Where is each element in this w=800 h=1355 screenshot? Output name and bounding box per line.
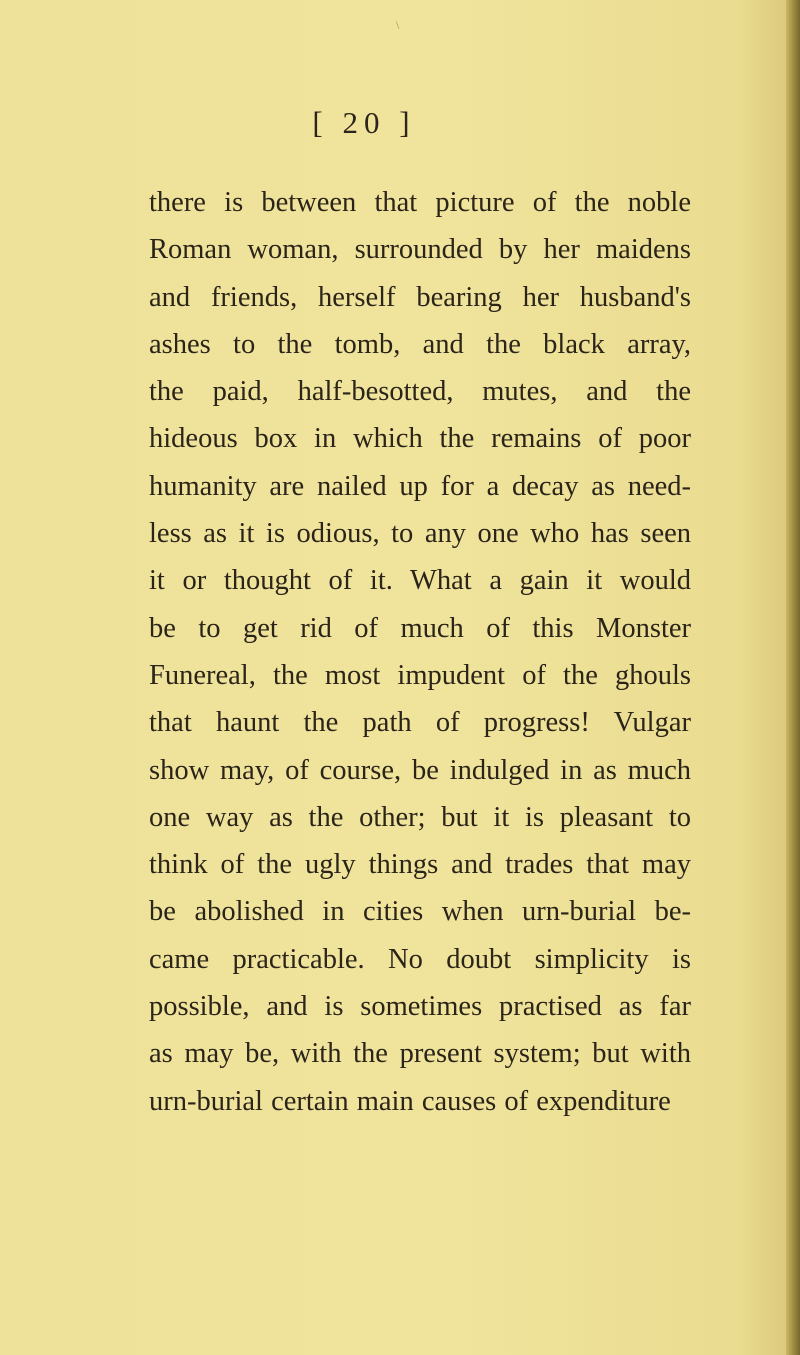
page-mark: \	[396, 18, 400, 32]
text-line: that haunt the path of progress! Vulgar	[149, 707, 691, 739]
text-line: came practicable. No doubt simplicity is	[149, 943, 691, 975]
text-line: ashes to the tomb, and the black array,	[149, 328, 691, 360]
text-line: be abolished in cities when urn-burial be-	[149, 896, 691, 928]
text-line: think of the ugly things and trades that may	[149, 849, 691, 881]
text-line: hideous box in which the remains of poor	[149, 423, 691, 455]
text-line: humanity are nailed up for a decay as need-	[149, 470, 691, 502]
text-line: less as it is odious, to any one who has seen	[149, 518, 691, 550]
text-line: urn-burial certain main causes of expenditure	[149, 1085, 671, 1117]
text-line: possible, and is sometimes practised as far	[149, 991, 691, 1023]
text-line: as may be, with the present system; but with	[149, 1038, 691, 1070]
text-line: one way as the other; but it is pleasant to	[149, 801, 691, 833]
page-number	[0, 105, 800, 141]
page-edge-shadow	[786, 0, 800, 1355]
text-line: be to get rid of much of this Monster	[149, 612, 691, 644]
body-text	[149, 179, 691, 1125]
text-line: show may, of course, be indulged in as much	[149, 754, 691, 786]
text-line: Roman woman, surrounded by her maidens	[149, 234, 691, 266]
page-number-label: [ 20 ]	[312, 105, 416, 140]
text-line: Funereal, the most impudent of the ghouls	[149, 659, 691, 691]
text-line: the paid, half-besotted, mutes, and the	[149, 376, 691, 408]
text-line: there is between that picture of the noble	[149, 187, 691, 218]
text-line: and friends, herself bearing her husband's	[149, 281, 691, 313]
text-line: it or thought of it. What a gain it would	[149, 565, 691, 597]
